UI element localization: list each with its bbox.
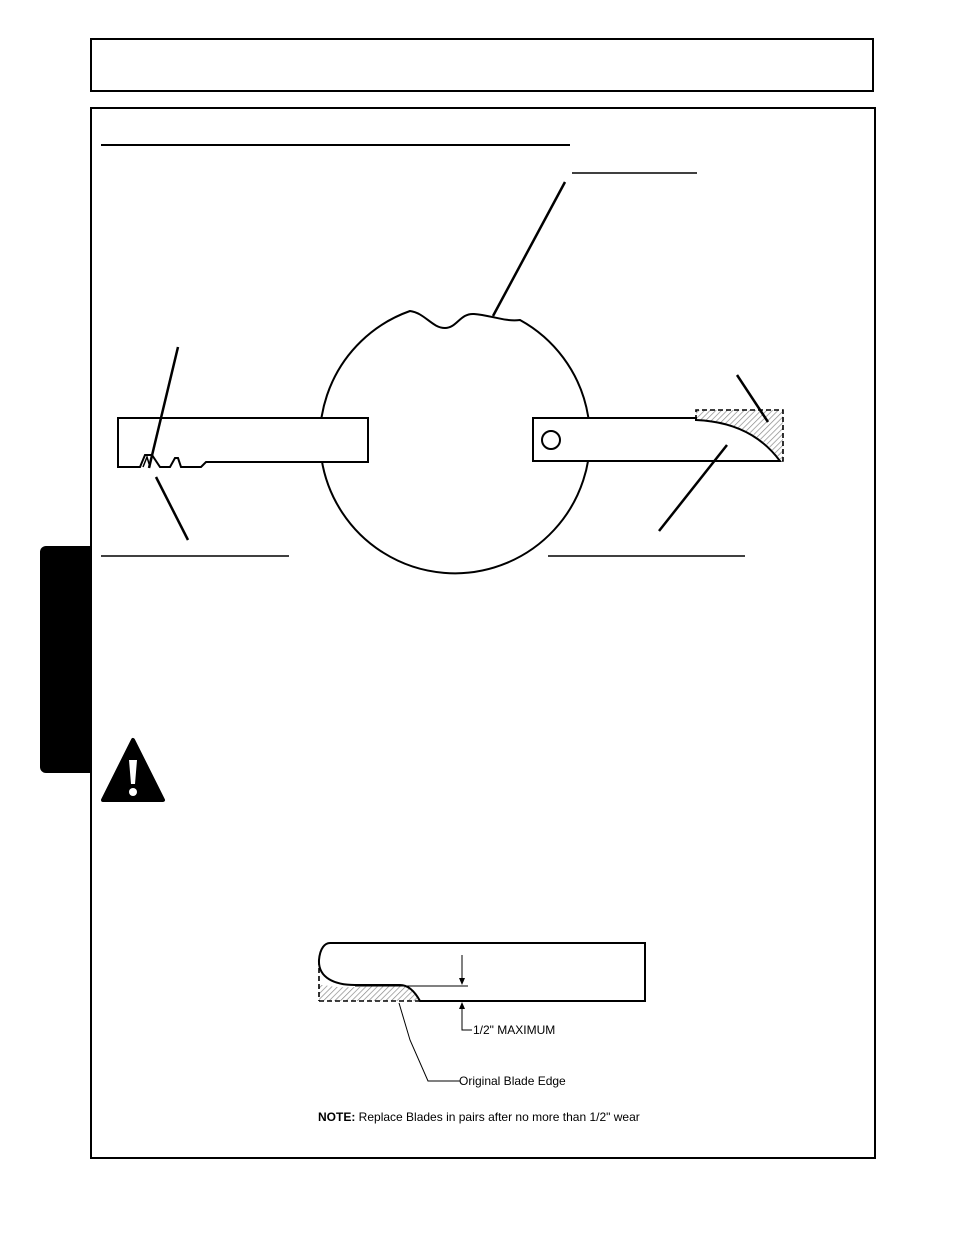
warning-triangle-icon	[103, 740, 163, 800]
leader-left-lower	[156, 477, 188, 540]
original-edge-label: Original Blade Edge	[459, 1074, 566, 1088]
blade-replace-note	[318, 1110, 640, 1124]
blade-bolt-hole	[542, 431, 560, 449]
edge-leader	[399, 1003, 460, 1081]
note-text: Replace Blades in pairs after no more than 1/2" wear	[355, 1110, 640, 1124]
note-prefix: NOTE:	[318, 1110, 356, 1124]
max-leader	[462, 1006, 472, 1030]
max-arrow-top-head	[459, 978, 465, 985]
blade-wear-diagram	[319, 943, 645, 1081]
max-wear-label: 1/2" MAXIMUM	[473, 1023, 556, 1037]
wear-hatched-area	[319, 985, 420, 1001]
leader-disc-damage	[493, 182, 565, 316]
